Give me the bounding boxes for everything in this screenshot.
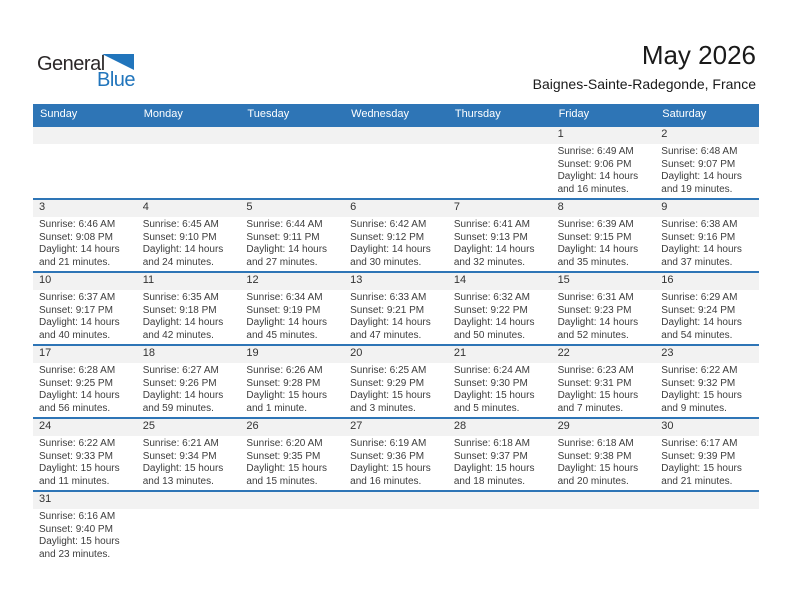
daylight-text: Daylight: 14 hours and 24 minutes.	[142, 244, 224, 268]
daylight-text: Daylight: 14 hours and 16 minutes.	[557, 171, 639, 195]
sunrise-text: Sunrise: 6:18 AM	[453, 438, 530, 449]
sunrise-text: Sunrise: 6:49 AM	[557, 146, 634, 157]
day-cell-30	[655, 419, 759, 490]
day-number: 23	[655, 346, 759, 363]
sunset-text: Sunset: 9:16 PM	[661, 231, 736, 243]
sunrise-text: Sunrise: 6:29 AM	[661, 292, 738, 303]
sunrise-text: Sunrise: 6:25 AM	[350, 365, 427, 376]
sunset-text: Sunset: 9:21 PM	[350, 304, 425, 316]
weekday-header-friday: Friday	[558, 108, 590, 120]
sunrise-text: Sunrise: 6:23 AM	[557, 365, 634, 376]
sunrise-text: Sunrise: 6:34 AM	[246, 292, 323, 303]
day-cell-23	[655, 346, 759, 417]
day-cell-14	[448, 273, 552, 344]
sunrise-text: Sunrise: 6:42 AM	[350, 219, 427, 230]
logo-text-blue: Blue	[97, 69, 136, 91]
daylight-text: Daylight: 14 hours and 19 minutes.	[661, 171, 742, 195]
day-details	[655, 144, 759, 196]
daylight-text: Daylight: 15 hours and 7 minutes.	[557, 390, 639, 414]
sunset-text: Sunset: 9:24 PM	[661, 304, 736, 316]
sunset-text: Sunset: 9:36 PM	[350, 450, 425, 462]
daylight-text: Daylight: 15 hours and 1 minute.	[246, 390, 328, 414]
day-details	[655, 363, 759, 415]
daylight-text: Daylight: 15 hours and 13 minutes.	[142, 463, 224, 487]
day-cell-20	[344, 346, 448, 417]
general-blue-logo	[37, 47, 147, 91]
day-details	[344, 217, 448, 269]
daylight-text: Daylight: 14 hours and 42 minutes.	[142, 317, 224, 341]
day-number: 4	[137, 200, 241, 217]
day-details	[344, 436, 448, 488]
day-number: 1	[552, 127, 656, 144]
day-details	[344, 290, 448, 342]
sunset-text: Sunset: 9:19 PM	[246, 304, 321, 316]
day-number: 8	[552, 200, 656, 217]
sunrise-text: Sunrise: 6:16 AM	[39, 511, 116, 522]
sunset-text: Sunset: 9:39 PM	[661, 450, 736, 462]
daylight-text: Daylight: 15 hours and 21 minutes.	[661, 463, 742, 487]
daylight-text: Daylight: 15 hours and 15 minutes.	[246, 463, 328, 487]
empty-day-cell	[448, 127, 552, 198]
weekday-header-saturday: Saturday	[662, 108, 707, 120]
day-cell-31	[33, 492, 137, 563]
sunset-text: Sunset: 9:40 PM	[39, 523, 113, 535]
day-number: 27	[344, 419, 448, 436]
sunrise-text: Sunrise: 6:39 AM	[557, 219, 634, 230]
page-title: May 2026	[641, 40, 756, 70]
sunrise-text: Sunrise: 6:24 AM	[453, 365, 530, 376]
sunset-text: Sunset: 9:17 PM	[39, 304, 113, 316]
day-details	[552, 363, 656, 415]
sunrise-text: Sunrise: 6:46 AM	[39, 219, 116, 230]
day-cell-29	[552, 419, 656, 490]
empty-day-cell	[344, 492, 448, 563]
empty-day-cell	[33, 127, 137, 198]
day-cell-24	[33, 419, 137, 490]
daylight-text: Daylight: 15 hours and 23 minutes.	[39, 536, 120, 560]
day-details	[552, 217, 656, 269]
sunset-text: Sunset: 9:15 PM	[557, 231, 632, 243]
day-cell-21	[448, 346, 552, 417]
day-number: 18	[137, 346, 241, 363]
day-number: 19	[240, 346, 344, 363]
daylight-text: Daylight: 14 hours and 37 minutes.	[661, 244, 742, 268]
sunrise-text: Sunrise: 6:41 AM	[453, 219, 530, 230]
sunset-text: Sunset: 9:29 PM	[350, 377, 425, 389]
daylight-text: Daylight: 14 hours and 52 minutes.	[557, 317, 639, 341]
daylight-text: Daylight: 14 hours and 21 minutes.	[39, 244, 120, 268]
day-details	[33, 217, 137, 269]
sunset-text: Sunset: 9:28 PM	[246, 377, 321, 389]
empty-day-cell	[552, 492, 656, 563]
day-number: 16	[655, 273, 759, 290]
day-details	[240, 217, 344, 269]
day-details	[448, 363, 552, 415]
day-cell-28	[448, 419, 552, 490]
day-details	[552, 436, 656, 488]
day-number-empty	[448, 492, 552, 509]
daylight-text: Daylight: 15 hours and 9 minutes.	[661, 390, 742, 414]
page-subtitle: Baignes-Sainte-Radegonde, France	[532, 76, 756, 92]
week-row-5	[33, 417, 759, 490]
day-number: 20	[344, 346, 448, 363]
day-details	[33, 363, 137, 415]
sunrise-text: Sunrise: 6:19 AM	[350, 438, 427, 449]
day-number: 30	[655, 419, 759, 436]
day-cell-4	[137, 200, 241, 271]
day-number: 21	[448, 346, 552, 363]
daylight-text: Daylight: 15 hours and 18 minutes.	[453, 463, 535, 487]
day-cell-2	[655, 127, 759, 198]
sunrise-text: Sunrise: 6:35 AM	[142, 292, 219, 303]
sunset-text: Sunset: 9:22 PM	[453, 304, 528, 316]
day-details	[137, 436, 241, 488]
day-details	[655, 436, 759, 488]
sunset-text: Sunset: 9:13 PM	[453, 231, 528, 243]
daylight-text: Daylight: 14 hours and 54 minutes.	[661, 317, 742, 341]
week-row-3	[33, 271, 759, 344]
sunrise-text: Sunrise: 6:31 AM	[557, 292, 634, 303]
day-number: 7	[448, 200, 552, 217]
sunset-text: Sunset: 9:34 PM	[142, 450, 217, 462]
sunset-text: Sunset: 9:33 PM	[39, 450, 113, 462]
day-number: 13	[344, 273, 448, 290]
calendar-table	[33, 104, 759, 563]
day-cell-18	[137, 346, 241, 417]
day-number: 22	[552, 346, 656, 363]
sunset-text: Sunset: 9:38 PM	[557, 450, 632, 462]
day-number: 11	[137, 273, 241, 290]
day-details	[655, 290, 759, 342]
sunrise-text: Sunrise: 6:48 AM	[661, 146, 738, 157]
sunset-text: Sunset: 9:10 PM	[142, 231, 217, 243]
day-details	[240, 436, 344, 488]
day-number-empty	[240, 492, 344, 509]
daylight-text: Daylight: 14 hours and 47 minutes.	[350, 317, 431, 341]
day-number: 24	[33, 419, 137, 436]
empty-day-cell	[240, 492, 344, 563]
empty-day-cell	[655, 492, 759, 563]
sunset-text: Sunset: 9:18 PM	[142, 304, 217, 316]
day-number: 25	[137, 419, 241, 436]
day-number: 12	[240, 273, 344, 290]
day-number: 31	[33, 492, 137, 509]
empty-day-cell	[240, 127, 344, 198]
sunset-text: Sunset: 9:06 PM	[557, 158, 632, 170]
day-number-empty	[448, 127, 552, 144]
day-details	[552, 290, 656, 342]
sunrise-text: Sunrise: 6:22 AM	[661, 365, 738, 376]
sunset-text: Sunset: 9:37 PM	[453, 450, 528, 462]
sunset-text: Sunset: 9:32 PM	[661, 377, 736, 389]
calendar-body	[33, 125, 759, 563]
logo-triangle-icon	[102, 54, 134, 70]
day-number-empty	[552, 492, 656, 509]
day-number-empty	[240, 127, 344, 144]
day-cell-11	[137, 273, 241, 344]
daylight-text: Daylight: 15 hours and 11 minutes.	[39, 463, 120, 487]
sunset-text: Sunset: 9:31 PM	[557, 377, 632, 389]
empty-day-cell	[344, 127, 448, 198]
weekday-header-tuesday: Tuesday	[247, 108, 290, 120]
day-number: 6	[344, 200, 448, 217]
day-cell-27	[344, 419, 448, 490]
sunrise-text: Sunrise: 6:37 AM	[39, 292, 116, 303]
empty-day-cell	[137, 492, 241, 563]
sunset-text: Sunset: 9:35 PM	[246, 450, 321, 462]
day-number: 5	[240, 200, 344, 217]
day-cell-16	[655, 273, 759, 344]
day-number: 28	[448, 419, 552, 436]
day-details	[137, 217, 241, 269]
sunrise-text: Sunrise: 6:38 AM	[661, 219, 738, 230]
day-number-empty	[137, 127, 241, 144]
day-number: 2	[655, 127, 759, 144]
sunrise-text: Sunrise: 6:21 AM	[142, 438, 219, 449]
daylight-text: Daylight: 14 hours and 56 minutes.	[39, 390, 120, 414]
sunrise-text: Sunrise: 6:22 AM	[39, 438, 116, 449]
daylight-text: Daylight: 14 hours and 32 minutes.	[453, 244, 535, 268]
day-number: 14	[448, 273, 552, 290]
day-cell-1	[552, 127, 656, 198]
day-details	[448, 290, 552, 342]
day-details	[240, 363, 344, 415]
daylight-text: Daylight: 15 hours and 20 minutes.	[557, 463, 639, 487]
day-cell-19	[240, 346, 344, 417]
weekday-header-sunday: Sunday	[40, 108, 78, 120]
week-row-6	[33, 490, 759, 563]
daylight-text: Daylight: 14 hours and 59 minutes.	[142, 390, 224, 414]
sunrise-text: Sunrise: 6:17 AM	[661, 438, 738, 449]
weekday-header-monday: Monday	[143, 108, 183, 120]
day-number: 10	[33, 273, 137, 290]
day-cell-8	[552, 200, 656, 271]
day-details	[448, 436, 552, 488]
sunset-text: Sunset: 9:11 PM	[246, 231, 320, 243]
day-details	[655, 217, 759, 269]
sunrise-text: Sunrise: 6:18 AM	[557, 438, 634, 449]
day-details	[240, 290, 344, 342]
day-number-empty	[137, 492, 241, 509]
day-details	[33, 290, 137, 342]
sunset-text: Sunset: 9:12 PM	[350, 231, 425, 243]
sunrise-text: Sunrise: 6:32 AM	[453, 292, 530, 303]
day-cell-9	[655, 200, 759, 271]
day-number: 29	[552, 419, 656, 436]
day-cell-22	[552, 346, 656, 417]
week-row-2	[33, 198, 759, 271]
sunrise-text: Sunrise: 6:44 AM	[246, 219, 323, 230]
day-cell-3	[33, 200, 137, 271]
day-number-empty	[33, 127, 137, 144]
daylight-text: Daylight: 14 hours and 27 minutes.	[246, 244, 328, 268]
day-number-empty	[344, 127, 448, 144]
sunset-text: Sunset: 9:08 PM	[39, 231, 113, 243]
week-row-4	[33, 344, 759, 417]
sunset-text: Sunset: 9:25 PM	[39, 377, 113, 389]
sunrise-text: Sunrise: 6:33 AM	[350, 292, 427, 303]
day-cell-26	[240, 419, 344, 490]
day-cell-6	[344, 200, 448, 271]
day-number: 26	[240, 419, 344, 436]
day-number-empty	[655, 492, 759, 509]
daylight-text: Daylight: 14 hours and 35 minutes.	[557, 244, 639, 268]
day-details	[344, 363, 448, 415]
daylight-text: Daylight: 15 hours and 3 minutes.	[350, 390, 431, 414]
day-details	[33, 509, 137, 561]
day-number: 9	[655, 200, 759, 217]
sunrise-text: Sunrise: 6:28 AM	[39, 365, 116, 376]
weekday-header-thursday: Thursday	[454, 108, 501, 120]
day-details	[137, 363, 241, 415]
daylight-text: Daylight: 14 hours and 50 minutes.	[453, 317, 535, 341]
day-cell-15	[552, 273, 656, 344]
logo-text-general: General	[37, 53, 105, 75]
day-cell-25	[137, 419, 241, 490]
day-cell-10	[33, 273, 137, 344]
sunrise-text: Sunrise: 6:27 AM	[142, 365, 219, 376]
sunset-text: Sunset: 9:23 PM	[557, 304, 632, 316]
day-cell-7	[448, 200, 552, 271]
sunrise-text: Sunrise: 6:45 AM	[142, 219, 219, 230]
day-details	[33, 436, 137, 488]
empty-day-cell	[448, 492, 552, 563]
daylight-text: Daylight: 14 hours and 45 minutes.	[246, 317, 328, 341]
week-row-1	[33, 125, 759, 198]
weekday-header-row	[33, 104, 759, 125]
day-details	[448, 217, 552, 269]
day-number: 15	[552, 273, 656, 290]
day-details	[137, 290, 241, 342]
daylight-text: Daylight: 14 hours and 40 minutes.	[39, 317, 120, 341]
empty-day-cell	[137, 127, 241, 198]
day-details	[552, 144, 656, 196]
daylight-text: Daylight: 14 hours and 30 minutes.	[350, 244, 431, 268]
sunrise-text: Sunrise: 6:26 AM	[246, 365, 323, 376]
sunset-text: Sunset: 9:30 PM	[453, 377, 528, 389]
weekday-header-wednesday: Wednesday	[351, 108, 410, 120]
day-number: 3	[33, 200, 137, 217]
daylight-text: Daylight: 15 hours and 16 minutes.	[350, 463, 431, 487]
sunset-text: Sunset: 9:26 PM	[142, 377, 217, 389]
day-number: 17	[33, 346, 137, 363]
day-cell-17	[33, 346, 137, 417]
sunset-text: Sunset: 9:07 PM	[661, 158, 736, 170]
day-cell-13	[344, 273, 448, 344]
sunrise-text: Sunrise: 6:20 AM	[246, 438, 323, 449]
day-cell-5	[240, 200, 344, 271]
day-number-empty	[344, 492, 448, 509]
daylight-text: Daylight: 15 hours and 5 minutes.	[453, 390, 535, 414]
day-cell-12	[240, 273, 344, 344]
